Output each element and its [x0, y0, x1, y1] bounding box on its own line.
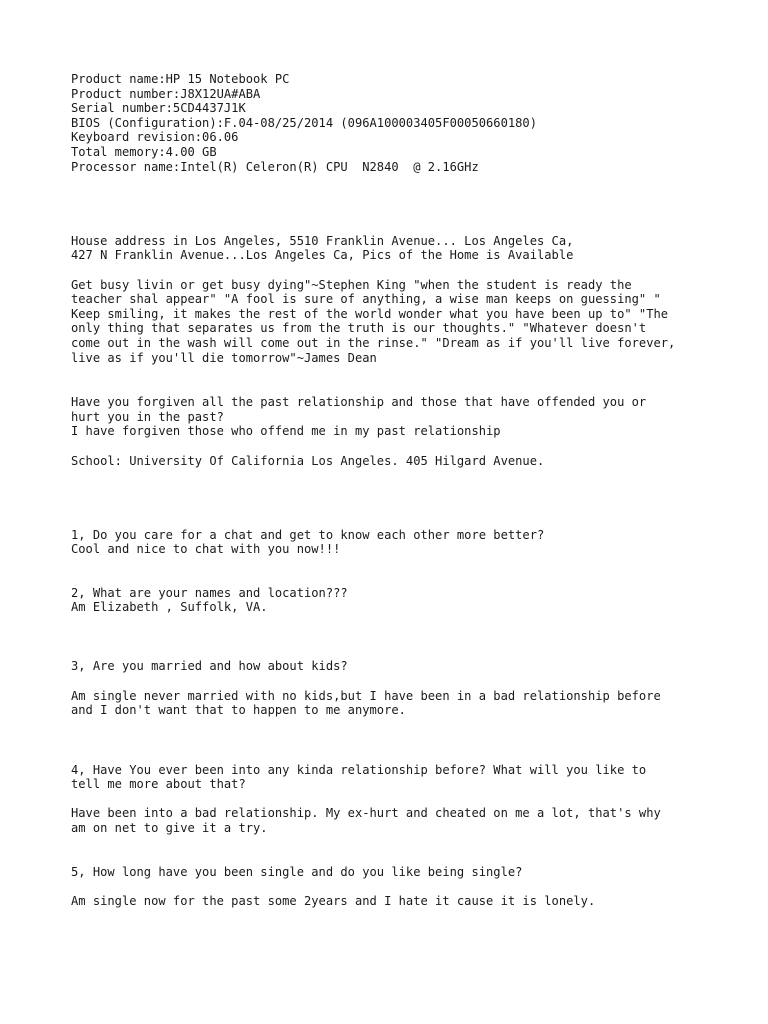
quote-line: come out in the wash will come out in the rinse." "Dream as if you'll live forever,	[71, 335, 676, 350]
quote-line: live as if you'll die tomorrow"~James Dean	[71, 350, 377, 365]
spec-bios: BIOS (Configuration):F.04-08/25/2014 (096A100003405F00050660180)	[71, 115, 537, 130]
quote-line: Keep smiling, it makes the rest of the world wonder what you have been up to" "The	[71, 306, 669, 321]
question-5: 5, How long have you been single and do you like being single?	[71, 864, 523, 879]
spec-keyboard-revision: Keyboard revision:06.06	[71, 130, 239, 145]
answer-1: Cool and nice to chat with you now!!!	[71, 542, 341, 557]
forgiveness-question: Have you forgiven all the past relationship and those that have offended you or	[71, 395, 647, 409]
answer-4: am on net to give it a try.	[71, 820, 268, 835]
spec-processor-name: Processor name:Intel(R) Celeron(R) CPU N2840 @ 2.16GHz	[71, 159, 479, 174]
question-4: 4, Have You ever been into any kinda relationship before? What will you like to	[71, 762, 647, 777]
answer-3: Am single never married with no kids,but I have been in a bad relationship before	[71, 688, 661, 703]
address-line: 427 N Franklin Avenue...Los Angeles Ca, Pics of the Home is Available	[71, 248, 574, 263]
address-line: House address in Los Angeles, 5510 Franklin Avenue... Los Angeles Ca,	[71, 233, 574, 248]
question-4: tell me more about that?	[71, 777, 246, 792]
answer-4: Have been into a bad relationship. My ex-hurt and cheated on me a lot, that's why	[71, 806, 661, 820]
answer-5: Am single now for the past some 2years and I hate it cause it is lonely.	[71, 893, 596, 908]
question-2: 2, What are your names and location???	[71, 585, 348, 600]
spec-product-number: Product number:J8X12UA#ABA	[71, 86, 261, 101]
spec-total-memory: Total memory:4.00 GB	[71, 145, 217, 159]
forgiveness-answer: I have forgiven those who offend me in my past relationship	[71, 424, 501, 439]
question-1: 1, Do you care for a chat and get to know each other more better?	[71, 527, 545, 542]
question-3: 3, Are you married and how about kids?	[71, 658, 348, 673]
quote-line: Get busy livin or get busy dying"~Stephen King "when the student is ready the	[71, 277, 632, 292]
answer-2: Am Elizabeth , Suffolk, VA.	[71, 600, 268, 615]
forgiveness-question: hurt you in the past?	[71, 409, 224, 424]
quote-line: teacher shal appear" "A fool is sure of anything, a wise man keeps on guessing" "	[71, 292, 661, 307]
answer-3: and I don't want that to happen to me anymore.	[71, 703, 406, 718]
spec-product-name: Product name:HP 15 Notebook PC	[71, 72, 290, 86]
school-line: School: University Of California Los Angeles. 405 Hilgard Avenue.	[71, 454, 545, 468]
quote-line: only thing that separates us from the truth is our thoughts." "Whatever doesn't	[71, 321, 647, 336]
spec-serial-number: Serial number:5CD4437J1K	[71, 101, 246, 116]
